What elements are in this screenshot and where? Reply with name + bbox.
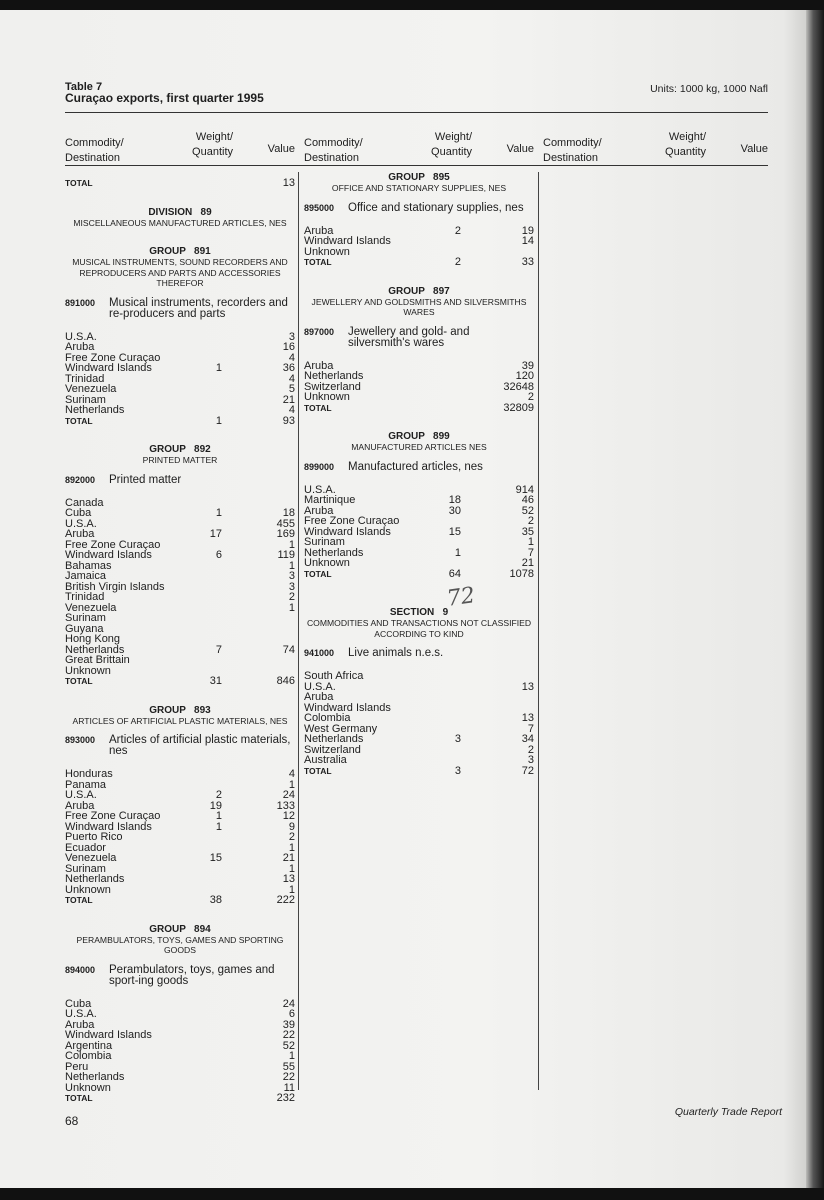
heading-subtitle: ARTICLES OF ARTIFICIAL PLASTIC MATERIALS, NES (72, 715, 288, 726)
table-row (304, 392, 534, 403)
weight-quantity: 15 (209, 852, 222, 864)
value: 119 (277, 549, 295, 561)
table-row (65, 885, 295, 896)
value: 35 (521, 525, 534, 538)
heading-title: GROUP 895 (388, 172, 450, 183)
table-row (304, 371, 534, 382)
table-row (65, 1051, 295, 1062)
value: 2 (527, 515, 534, 527)
destination: Netherlands (65, 404, 125, 416)
destination: Netherlands (304, 733, 364, 745)
table-row (65, 332, 295, 343)
commodity-header: Commodity/ Destination (65, 137, 124, 164)
value: 2 (527, 743, 534, 756)
destination: Honduras (65, 768, 113, 780)
total-row (65, 676, 295, 687)
weight-header: Weight/ Quantity (665, 131, 706, 158)
value: 4 (288, 372, 295, 385)
value: 46 (521, 494, 534, 506)
header-rule (65, 112, 768, 113)
value: 4 (288, 351, 295, 364)
commodity-header: Commodity/ Destination (543, 137, 602, 164)
value: 3 (288, 330, 295, 343)
destination: Aruba (304, 504, 334, 517)
destination: Switzerland (304, 743, 361, 756)
total-row (304, 766, 534, 777)
commodity-description: Manufactured articles, nes (348, 460, 483, 473)
commodity-description: Perambulators, toys, games and sport-ing goods (109, 963, 275, 987)
weight-quantity: 7 (215, 643, 222, 656)
destination: Trinidad (65, 372, 105, 385)
table-row (304, 734, 534, 745)
destination: TOTAL (65, 895, 93, 905)
destination: Unknown (65, 883, 111, 896)
column-header-3 (543, 131, 768, 164)
destination: Switzerland (304, 380, 361, 393)
heading-title: SECTION 9 (389, 607, 449, 618)
page-number: 68 (65, 1114, 79, 1128)
heading-subtitle: MUSICAL INSTRUMENTS, SOUND RECORDERS AND REPRODUCERS AND PARTS AND ACCESSORIES THEREFOR (72, 257, 288, 288)
destination: U.S.A. (65, 330, 97, 343)
total-row (65, 416, 295, 427)
destination: Trinidad (65, 591, 105, 603)
column-divider (298, 172, 299, 1090)
value: 16 (282, 341, 295, 353)
value: 1 (288, 883, 295, 896)
heading-subtitle: MANUFACTURED ARTICLES NES (351, 442, 487, 452)
book-spine-shadow (806, 10, 824, 1188)
destination: Netherlands (65, 1071, 125, 1083)
destination: Peru (65, 1060, 89, 1073)
table-row (304, 236, 534, 247)
destination: Windward Islands (65, 362, 152, 374)
destination: Windward Islands (304, 701, 391, 714)
value: 5 (288, 383, 295, 395)
value: 21 (521, 557, 534, 569)
value: 55 (282, 1060, 295, 1073)
table-row (65, 592, 295, 603)
value: 72 (521, 764, 534, 777)
heading-subtitle: COMMODITIES AND TRANSACTIONS NOT CLASSIFIED ACCORDING TO KIND (306, 618, 532, 639)
table-row (65, 790, 295, 801)
heading-title: GROUP 892 (149, 444, 211, 455)
destination: Surinam (304, 536, 345, 548)
total-row (304, 569, 534, 580)
table-row (65, 405, 295, 416)
destination: Hong Kong (65, 633, 121, 645)
destination: Aruba (65, 799, 95, 812)
value: 1 (288, 778, 295, 791)
destination: Unknown (304, 557, 350, 569)
table-row (65, 666, 295, 677)
value: 93 (282, 414, 295, 427)
value: 11 (283, 1081, 295, 1094)
section-heading (304, 172, 534, 194)
commodity-description: Live animals n.e.s. (348, 647, 444, 659)
commodity-line (304, 203, 534, 214)
table-row (65, 571, 295, 582)
value: 3 (527, 754, 534, 766)
weight-quantity: 30 (448, 504, 461, 517)
value: 22 (282, 1071, 295, 1083)
destination: Windward Islands (304, 525, 391, 538)
weight-quantity: 2 (454, 256, 461, 268)
value: 1 (288, 601, 295, 614)
heading-title: GROUP 894 (149, 923, 211, 935)
table-row (65, 550, 295, 561)
destination: Great Brittain (65, 654, 130, 666)
destination: Cuba (65, 507, 92, 519)
total-row (65, 895, 295, 906)
table-row (65, 832, 295, 843)
destination: TOTAL (65, 415, 93, 426)
table-title: Curaçao exports, first quarter 1995 (65, 91, 264, 105)
table-row (65, 853, 295, 864)
column-header-2 (304, 131, 534, 164)
value: 455 (276, 517, 295, 530)
total-row (65, 178, 295, 189)
destination: Free Zone Curaçao (65, 351, 161, 364)
table-row (304, 755, 534, 766)
destination: Surinam (65, 393, 106, 406)
destination: Surinam (65, 612, 106, 624)
value: 4 (288, 768, 295, 780)
value: 6 (288, 1008, 295, 1020)
handwritten-annotation: 72 (445, 583, 477, 612)
value: 7 (527, 546, 534, 559)
commodity-code: 897000 (304, 326, 335, 337)
destination: West Germany (304, 722, 378, 735)
destination: Free Zone Curaçao (65, 810, 161, 822)
weight-quantity: 19 (209, 799, 222, 812)
section-heading (65, 246, 295, 289)
destination: TOTAL (65, 676, 93, 686)
value: 1 (288, 841, 295, 854)
value: 2 (288, 831, 295, 843)
weight-quantity: 1 (454, 546, 461, 559)
table-row (304, 558, 534, 569)
weight-quantity: 64 (448, 567, 461, 580)
destination: Netherlands (65, 643, 125, 656)
value-header: Value (267, 143, 295, 155)
destination: Aruba (304, 359, 334, 372)
weight-quantity: 3 (454, 733, 461, 745)
value-header: Value (740, 143, 768, 155)
destination: Windward Islands (65, 820, 152, 833)
weight-quantity: 2 (215, 789, 222, 801)
value: 52 (521, 504, 534, 517)
table-row (304, 671, 534, 682)
section-heading (304, 607, 534, 639)
destination: Colombia (65, 1050, 112, 1062)
value: 13 (521, 680, 534, 693)
value: 33 (521, 256, 534, 268)
table-row (65, 1030, 295, 1041)
value: 4 (288, 404, 295, 416)
value: 19 (521, 224, 534, 237)
destination: Netherlands (304, 370, 364, 382)
destination: TOTAL (304, 402, 332, 413)
weight-header: Weight/ Quantity (431, 131, 472, 158)
destination: Puerto Rico (65, 831, 123, 843)
commodity-code: 893000 (65, 735, 96, 745)
table-row (65, 384, 295, 395)
section-heading (65, 444, 295, 466)
destination: TOTAL (65, 1093, 93, 1103)
table-row (304, 537, 534, 548)
destination: Aruba (65, 528, 95, 540)
destination: Argentina (65, 1039, 113, 1052)
column-header-rule (65, 165, 768, 166)
value: 18 (282, 507, 295, 519)
table-row (304, 682, 534, 693)
table-row (65, 874, 295, 885)
table-row (65, 634, 295, 645)
heading-title: GROUP 893 (149, 704, 211, 716)
destination: Colombia (304, 712, 351, 724)
destination: Canada (65, 496, 104, 509)
value: 13 (282, 873, 295, 885)
value: 21 (282, 393, 295, 406)
value: 120 (515, 370, 534, 382)
commodity-description: Printed matter (109, 473, 182, 486)
destination: Aruba (65, 341, 95, 353)
value: 1 (288, 559, 295, 572)
table-row (65, 999, 295, 1010)
value: 2 (527, 391, 534, 403)
value-header: Value (506, 143, 534, 155)
value: 39 (282, 1018, 295, 1031)
table-row (65, 780, 295, 791)
commodity-code: 899000 (304, 461, 335, 472)
commodity-code: 895000 (304, 202, 335, 213)
value: 32809 (503, 401, 534, 414)
destination: TOTAL (304, 765, 332, 776)
destination: Venezuela (65, 383, 117, 395)
heading-title: GROUP 899 (388, 431, 450, 442)
weight-quantity: 1 (215, 414, 222, 427)
section-heading (65, 207, 295, 229)
destination: Windward Islands (65, 1029, 152, 1041)
commodity-header: Commodity/ Destination (304, 137, 363, 164)
destination: U.S.A. (304, 483, 336, 496)
destination: Martinique (304, 494, 356, 506)
table-row (304, 692, 534, 703)
destination: TOTAL (65, 178, 93, 188)
weight-quantity: 1 (215, 362, 222, 374)
weight-quantity: 2 (454, 224, 461, 237)
value: 1078 (509, 567, 534, 580)
table-row (65, 498, 295, 509)
destination: Cuba (65, 997, 92, 1010)
weight-quantity: 31 (209, 675, 222, 687)
destination: Windward Islands (65, 549, 152, 561)
total-row (304, 403, 534, 414)
heading-subtitle: PRINTED MATTER (142, 455, 218, 465)
value: 24 (282, 789, 295, 801)
table-row (65, 342, 295, 353)
table-row (65, 613, 295, 624)
destination: British Virgin Islands (65, 580, 165, 593)
destination: Ecuador (65, 841, 106, 854)
table-row (65, 811, 295, 822)
weight-header: Weight/ Quantity (192, 131, 233, 158)
value: 169 (276, 528, 295, 540)
value: 12 (282, 810, 295, 822)
value: 1 (288, 538, 295, 551)
destination: Jamaica (65, 570, 106, 582)
destination: South Africa (304, 670, 364, 682)
value: 52 (282, 1039, 295, 1052)
value: 1 (288, 862, 295, 875)
value: 36 (282, 362, 295, 374)
weight-quantity: 1 (215, 810, 222, 822)
total-row (304, 257, 534, 268)
value: 14 (521, 235, 534, 247)
value: 34 (521, 733, 534, 745)
destination: U.S.A. (65, 1008, 97, 1020)
value: 74 (282, 643, 295, 656)
commodity-line (65, 965, 295, 987)
table-row (65, 529, 295, 540)
table-column-2 (304, 172, 534, 776)
value: 222 (276, 894, 295, 906)
heading-title: DIVISION 89 (148, 206, 212, 218)
destination: U.S.A. (65, 517, 97, 530)
column-header-1 (65, 131, 295, 164)
commodity-code: 894000 (65, 964, 96, 975)
commodity-code: 891000 (65, 297, 96, 308)
value: 13 (282, 177, 295, 189)
destination: Aruba (304, 691, 334, 703)
weight-quantity: 6 (215, 549, 222, 561)
destination: Aruba (304, 224, 334, 237)
value: 13 (521, 712, 534, 724)
destination: Panama (65, 778, 106, 791)
table-row (65, 508, 295, 519)
value: 7 (527, 722, 534, 735)
value: 1 (527, 536, 534, 548)
section-heading (304, 286, 534, 318)
section-heading (65, 924, 295, 956)
commodity-description: Musical instruments, recorders and re-producers and parts (109, 296, 288, 320)
value: 32648 (503, 380, 534, 393)
destination: Free Zone Curaçao (65, 538, 161, 551)
commodity-code: 941000 (304, 648, 335, 658)
destination: Surinam (65, 862, 106, 875)
table-row (65, 769, 295, 780)
heading-title: GROUP 897 (388, 285, 450, 297)
weight-quantity: 18 (448, 494, 461, 506)
destination: Netherlands (304, 546, 364, 559)
value: 24 (282, 997, 295, 1010)
destination: Unknown (65, 664, 111, 677)
heading-subtitle: MISCELLANEOUS MANUFACTURED ARTICLES, NES (73, 217, 287, 228)
commodity-line (65, 475, 295, 486)
table-row (304, 247, 534, 258)
destination: Guyana (65, 622, 104, 635)
table-row (304, 516, 534, 527)
heading-title: GROUP 891 (149, 246, 211, 257)
value: 21 (282, 852, 295, 864)
destination: Venezuela (65, 601, 117, 614)
weight-quantity: 17 (209, 528, 222, 540)
destination: Aruba (65, 1018, 95, 1031)
destination: Unknown (304, 391, 350, 403)
table-column-1 (65, 178, 295, 1104)
table-row (65, 1072, 295, 1083)
publication-name: Quarterly Trade Report (674, 1106, 782, 1118)
units-note: Units: 1000 kg, 1000 Nafl (650, 83, 768, 95)
commodity-line (304, 648, 534, 659)
value: 2 (288, 591, 295, 603)
column-divider (538, 172, 539, 1090)
table-row (65, 1083, 295, 1094)
commodity-line (304, 327, 534, 349)
commodity-description: Jewellery and gold- and silversmith's wares (348, 325, 470, 349)
table-row (304, 713, 534, 724)
value: 39 (521, 359, 534, 372)
commodity-line (304, 462, 534, 473)
commodity-description: Articles of artificial plastic materials, nes (109, 734, 291, 757)
destination: Bahamas (65, 559, 112, 572)
destination: Venezuela (65, 852, 117, 864)
value: 3 (288, 580, 295, 593)
value: 846 (276, 675, 295, 687)
heading-subtitle: JEWELLERY AND GOLDSMITHS AND SILVERSMITHS WARES (311, 296, 527, 317)
weight-quantity: 3 (454, 764, 461, 777)
commodity-description: Office and stationary supplies, nes (348, 201, 524, 214)
table-row (65, 655, 295, 666)
value: 232 (276, 1092, 295, 1104)
destination: U.S.A. (304, 680, 336, 693)
table-label: Table 7 (65, 81, 103, 93)
destination: Australia (304, 754, 347, 766)
value: 3 (288, 570, 295, 582)
value: 22 (282, 1029, 295, 1041)
section-heading (304, 431, 534, 453)
table-row (304, 495, 534, 506)
weight-quantity: 15 (448, 525, 461, 538)
heading-subtitle: PERAMBULATORS, TOYS, GAMES AND SPORTING GOODS (76, 934, 284, 955)
commodity-line (65, 298, 295, 320)
commodity-line (65, 735, 295, 757)
destination: Windward Islands (304, 235, 391, 247)
value: 133 (276, 799, 295, 812)
weight-quantity: 38 (209, 894, 222, 906)
destination: TOTAL (304, 257, 332, 267)
table-row (65, 519, 295, 530)
destination: TOTAL (304, 568, 332, 579)
destination: Unknown (304, 245, 350, 258)
weight-quantity: 1 (215, 507, 222, 519)
destination: Unknown (65, 1081, 111, 1094)
value: 914 (515, 483, 534, 496)
destination: Free Zone Curaçao (304, 515, 400, 527)
table-row (65, 363, 295, 374)
heading-subtitle: OFFICE AND STATIONARY SUPPLIES, NES (331, 183, 507, 193)
weight-quantity: 1 (215, 820, 222, 833)
destination: U.S.A. (65, 789, 97, 801)
table-row (65, 1009, 295, 1020)
commodity-code: 892000 (65, 474, 96, 485)
section-heading (65, 705, 295, 727)
value: 9 (288, 820, 295, 833)
total-row (65, 1093, 295, 1104)
destination: Netherlands (65, 873, 125, 885)
value: 1 (288, 1050, 295, 1062)
